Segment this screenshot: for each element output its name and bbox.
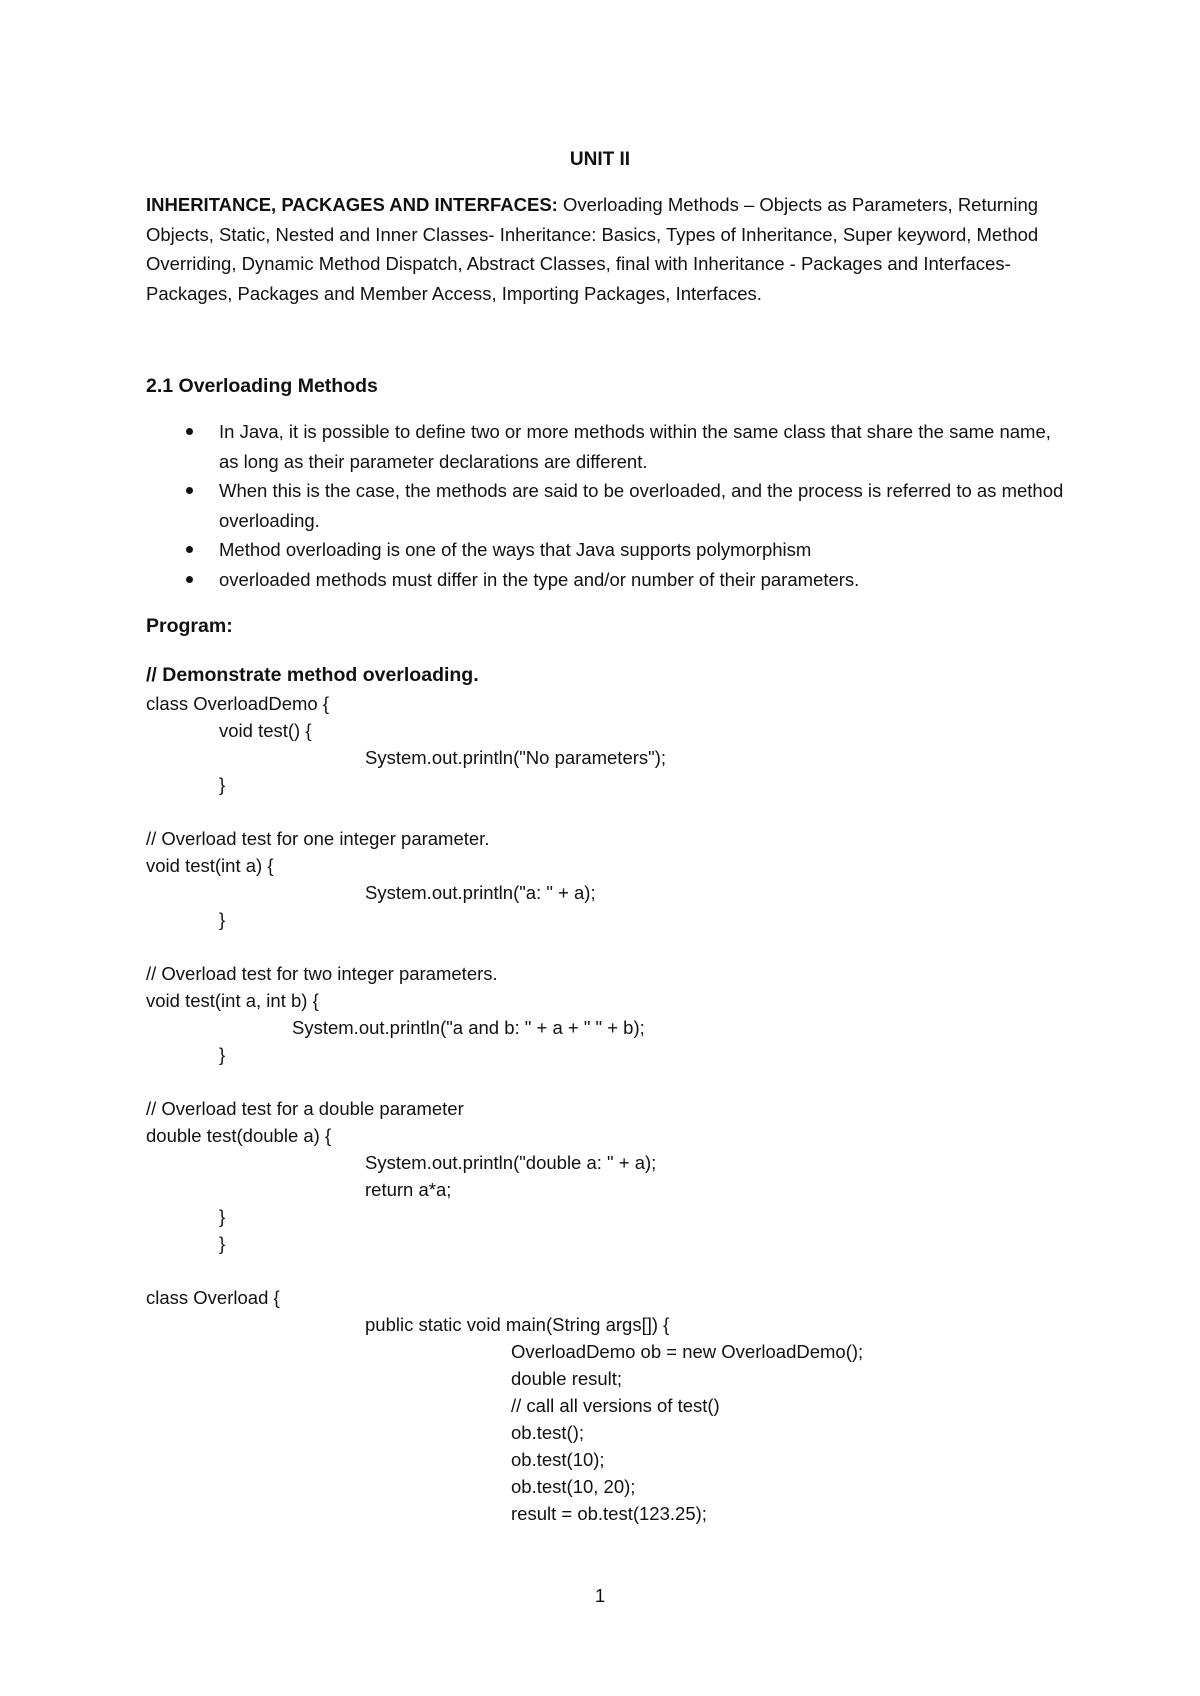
code-comment-heading: // Demonstrate method overloading. [146,664,479,686]
code-line: ob.test(10); [511,1449,605,1470]
code-line: OverloadDemo ob = new OverloadDemo(); [511,1341,864,1362]
list-item [146,476,1066,535]
code-line: System.out.println("a and b: " + a + " " + b); [292,1017,645,1038]
program-label: Program: [146,615,233,637]
code-line: System.out.println("a: " + a); [365,882,596,903]
code-line: class OverloadDemo { [146,693,330,714]
code-line: public static void main(String args[]) { [365,1314,670,1335]
code-line: System.out.println("double a: " + a); [365,1152,657,1173]
code-line: } [219,1206,226,1227]
bullet-text: When this is the case, the methods are said to be overloaded, and the process is referred to as method overloading. [219,480,1064,531]
code-line: return a*a; [365,1179,452,1200]
bullet-icon [186,428,193,435]
list-item [146,417,1066,476]
code-line: void test(int a) { [146,855,274,876]
code-line: } [219,909,226,930]
code-line: } [219,1233,226,1254]
code-comment: // Overload test for a double parameter [146,1098,464,1119]
list-item [146,565,1066,595]
code-line: } [219,774,226,795]
code-line: void test(int a, int b) { [146,990,319,1011]
page-number: 1 [594,1585,606,1606]
code-comment: // Overload test for two integer parameters. [146,963,498,984]
code-comment: // call all versions of test() [511,1395,720,1416]
code-line: System.out.println("No parameters"); [365,747,667,768]
code-line: double test(double a) { [146,1125,332,1146]
bullet-text: Method overloading is one of the ways that Java supports polymorphism [219,539,812,560]
code-line: class Overload { [146,1287,280,1308]
syllabus-text: Overloading Methods – Objects as Parameters, Returning Objects, Static, Nested and Inner Classes- Inheritance: Basics, Types of Inheritance, Super keyword, Method Overriding, Dynamic Method Dispatch, Abstract Classes, final with Inheritance - Packages and Interfaces- Packages, Packages and Member Access, Importing Packages, Interfaces. [146,194,1039,304]
code-comment: // Overload test for one integer parameter. [146,828,490,849]
list-item [146,535,1066,565]
code-line: void test() { [219,720,312,741]
code-line: ob.test(10, 20); [511,1476,636,1497]
code-line: result = ob.test(123.25); [511,1503,707,1524]
bullet-icon [186,546,193,553]
bullet-text: overloaded methods must differ in the type and/or number of their parameters. [219,568,860,590]
unit-title: UNIT II [569,149,631,170]
syllabus-lead: INHERITANCE, PACKAGES AND INTERFACES: [146,194,558,215]
syllabus-paragraph [146,190,1066,308]
code-line: double result; [511,1368,623,1389]
code-line: ob.test(); [511,1422,584,1443]
code-line: } [219,1044,226,1065]
bullet-icon [186,487,193,494]
bullet-list [146,417,1066,594]
bullet-text: In Java, it is possible to define two or more methods within the same class that share the same name, as long as their parameter declarations are different. [219,421,1051,472]
section-heading: 2.1 Overloading Methods [146,375,378,397]
bullet-icon [186,576,193,583]
